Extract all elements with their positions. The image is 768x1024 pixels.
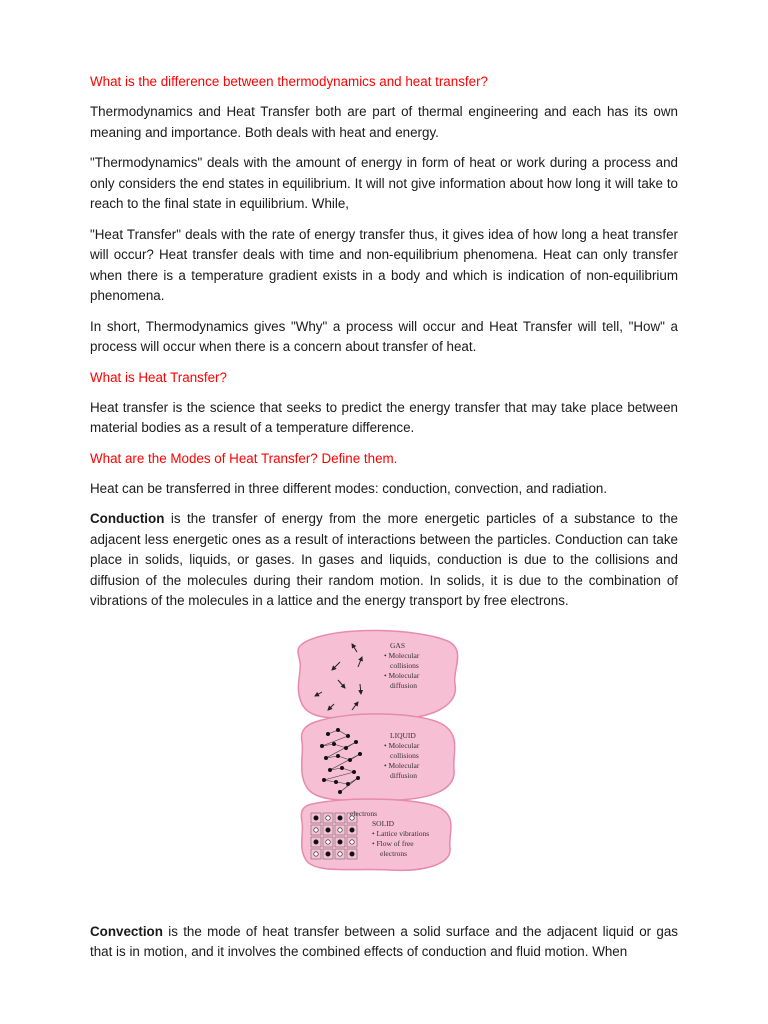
liquid-line-2: collisions [390,750,419,760]
paragraph-conduction [90,509,678,612]
paragraph-5: Heat transfer is the science that seeks to predict the energy transfer that may take place between material bodies as a result of a temperature difference. [90,399,678,435]
question-heading-1: What is the difference between thermodynamics and heat transfer? [90,74,488,89]
solid-line-3: electrons [380,848,408,858]
liquid-molecule [348,758,352,762]
paragraph-2: "Thermodynamics" deals with the amount of energy in form of heat or work during a process and only considers the end states in equilibrium. It will not give information about how long it will take to reach to the final state in equilibrium. While, [90,155,678,211]
solid-electrons-label: electrons [350,808,378,818]
lattice-atom [314,827,318,831]
lattice-atom [314,839,318,843]
liquid-molecule [332,742,336,746]
solid-line-1: • Lattice vibrations [372,828,430,838]
solid-title: SOLID [372,818,395,828]
gas-line-3: • Molecular [384,670,420,680]
paragraph-6: Heat can be transferred in three different modes: conduction, convection, and radiation. [90,480,608,496]
liquid-molecule [346,734,350,738]
liquid-molecule [334,780,338,784]
gas-blob [298,630,458,718]
liquid-molecule [336,754,340,758]
gas-line-1: • Molecular [384,650,420,660]
liquid-molecule [324,756,328,760]
liquid-line-3: • Molecular [384,760,420,770]
term-conduction: Conduction [90,511,165,526]
solid-blob [301,799,451,870]
gas-line-2: collisions [390,660,419,670]
gas-blob-shape [298,630,458,718]
term-convection: Convection [90,923,163,939]
liquid-molecule [358,752,362,756]
liquid-molecule [336,728,340,732]
document-body [90,72,678,973]
liquid-molecule [338,790,342,794]
liquid-molecule [356,776,360,780]
paragraph-1: Thermodynamics and Heat Transfer both are part of thermal engineering and each has its own meaning and importance. Both deals with heat and energy. [90,104,678,140]
liquid-title: LIQUID [390,730,416,740]
lattice-atom [326,839,330,843]
solid-line-2: • Flow of free [372,838,414,848]
gas-title: GAS [390,640,406,650]
paragraph-convection [90,922,678,963]
paragraph-3: "Heat Transfer" deals with the rate of energy transfer thus, it gives idea of how long a heat transfer will occur? Heat transfer deals with time and non-equilibrium phenomena. Heat can only transfer when there is a temperature gradient exists in a body and which is indication of non-equilibrium phenomena. [90,226,678,303]
lattice-atom [338,851,342,855]
liquid-molecule [354,740,358,744]
conduction-modes-svg [90,622,678,902]
lattice-atom [350,839,354,843]
lattice-atom [350,851,354,855]
lattice-atom [338,815,342,819]
gas-line-4: diffusion [390,680,417,690]
liquid-molecule [346,782,350,786]
question-heading-2: What is Heat Transfer? [90,369,227,385]
liquid-molecule [344,746,348,750]
liquid-molecule [352,770,356,774]
lattice-atom [326,827,330,831]
convection-definition: is the mode of heat transfer between a solid surface and the adjacent liquid or gas that is in motion, and it involves the combined effects of conduction and fluid motion. When [90,923,678,959]
liquid-blob [302,713,455,799]
liquid-molecule [320,744,324,748]
lattice-atom [326,815,330,819]
conduction-modes-figure [90,622,678,902]
conduction-definition: is the transfer of energy from the more energetic particles of a substance to the adjacent less energetic ones as a result of interactions between the particles. Conduction can take place in solids, liquids, or gases. In gases and liquids, conduction is due to the collisions and diffusion of the molecules during their random motion. In solids, it is due to the combination of vibrations of the molecules in a lattice and the energy transport by free electrons. [90,511,678,608]
liquid-molecule [326,732,330,736]
lattice-atom [350,827,354,831]
lattice-atom [326,851,330,855]
lattice-atom [338,839,342,843]
liquid-molecule [340,766,344,770]
liquid-molecule [328,768,332,772]
lattice-atom [338,827,342,831]
lattice-atom [314,851,318,855]
question-heading-3: What are the Modes of Heat Transfer? Define them. [90,450,398,466]
lattice-atom [314,815,318,819]
paragraph-4: In short, Thermodynamics gives "Why" a process will occur and Heat Transfer will tell, "How" a process will occur when there is a concern about transfer of heat. [90,318,678,354]
liquid-molecule [322,778,326,782]
liquid-line-4: diffusion [390,770,417,780]
liquid-line-1: • Molecular [384,740,420,750]
